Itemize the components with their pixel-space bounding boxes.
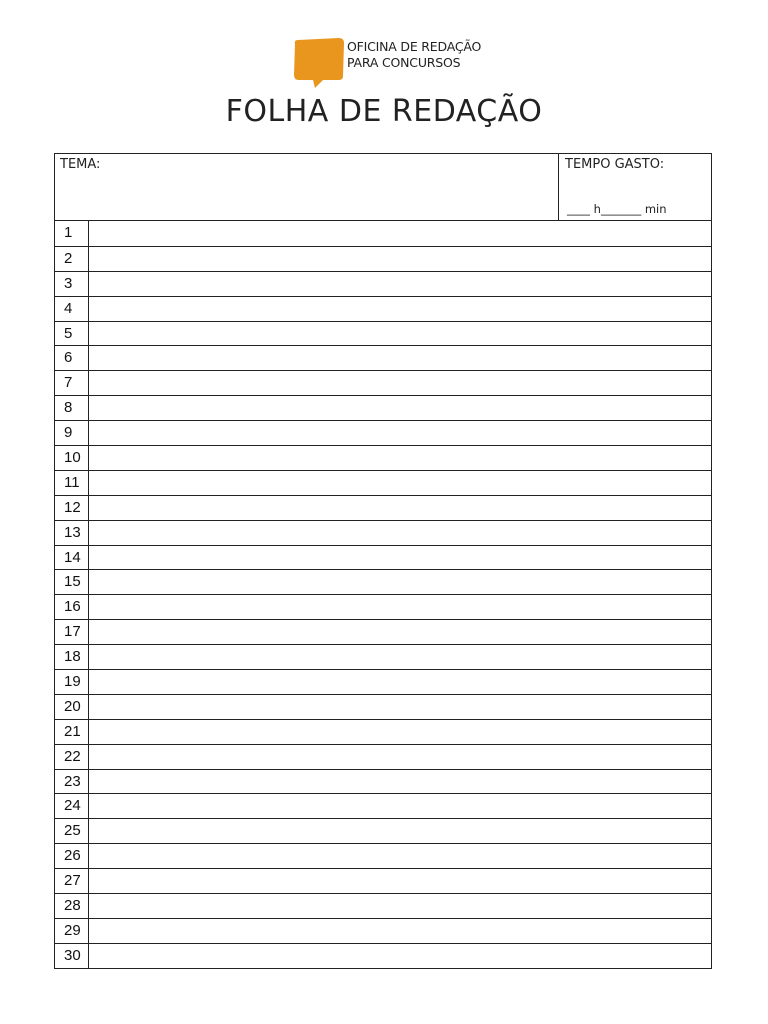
line-writing-space[interactable] xyxy=(89,471,711,495)
line-writing-space[interactable] xyxy=(89,770,711,794)
line-writing-space[interactable] xyxy=(89,819,711,843)
writing-line[interactable] xyxy=(55,918,711,943)
sheet-header xyxy=(54,153,712,221)
line-writing-space[interactable] xyxy=(89,322,711,346)
writing-line[interactable] xyxy=(55,594,711,619)
line-number: 28 xyxy=(55,894,89,918)
line-number: 2 xyxy=(55,247,89,271)
writing-line[interactable] xyxy=(55,744,711,769)
writing-line[interactable] xyxy=(55,246,711,271)
line-writing-space[interactable] xyxy=(89,645,711,669)
writing-line[interactable] xyxy=(55,495,711,520)
line-writing-space[interactable] xyxy=(89,272,711,296)
line-writing-space[interactable] xyxy=(89,670,711,694)
tempo-gasto-blanks: ____ h_______ min xyxy=(567,202,667,216)
writing-line[interactable] xyxy=(55,619,711,644)
line-number: 30 xyxy=(55,944,89,968)
writing-line[interactable] xyxy=(55,445,711,470)
writing-line[interactable] xyxy=(55,868,711,893)
line-number: 7 xyxy=(55,371,89,395)
line-number: 12 xyxy=(55,496,89,520)
line-writing-space[interactable] xyxy=(89,496,711,520)
line-writing-space[interactable] xyxy=(89,869,711,893)
writing-line[interactable] xyxy=(55,321,711,346)
writing-line[interactable] xyxy=(55,420,711,445)
line-writing-space[interactable] xyxy=(89,595,711,619)
line-number: 6 xyxy=(55,346,89,370)
line-writing-space[interactable] xyxy=(89,720,711,744)
tempo-gasto-label: TEMPO GASTO: xyxy=(565,157,665,172)
line-number: 23 xyxy=(55,770,89,794)
writing-lines xyxy=(54,221,712,969)
line-number: 14 xyxy=(55,546,89,570)
page-title: FOLHA DE REDAÇÃO xyxy=(225,94,543,129)
line-writing-space[interactable] xyxy=(89,346,711,370)
writing-line[interactable] xyxy=(55,793,711,818)
writing-line[interactable] xyxy=(55,345,711,370)
logo-line-1: OFICINA DE REDAÇÃO xyxy=(347,39,482,54)
line-writing-space[interactable] xyxy=(89,546,711,570)
tempo-gasto-field[interactable] xyxy=(559,154,711,220)
line-number: 18 xyxy=(55,645,89,669)
line-number: 10 xyxy=(55,446,89,470)
line-writing-space[interactable] xyxy=(89,919,711,943)
line-writing-space[interactable] xyxy=(89,221,711,246)
line-number: 4 xyxy=(55,297,89,321)
line-writing-space[interactable] xyxy=(89,421,711,445)
line-number: 1 xyxy=(55,221,89,246)
writing-line[interactable] xyxy=(55,669,711,694)
line-number: 19 xyxy=(55,670,89,694)
line-number: 8 xyxy=(55,396,89,420)
line-number: 3 xyxy=(55,272,89,296)
line-number: 13 xyxy=(55,521,89,545)
line-writing-space[interactable] xyxy=(89,570,711,594)
line-number: 5 xyxy=(55,322,89,346)
writing-line[interactable] xyxy=(55,818,711,843)
writing-line[interactable] xyxy=(55,520,711,545)
line-number: 15 xyxy=(55,570,89,594)
line-writing-space[interactable] xyxy=(89,297,711,321)
writing-line[interactable] xyxy=(55,893,711,918)
logo xyxy=(291,38,491,90)
line-writing-space[interactable] xyxy=(89,695,711,719)
writing-line[interactable] xyxy=(55,719,711,744)
line-writing-space[interactable] xyxy=(89,894,711,918)
line-writing-space[interactable] xyxy=(89,794,711,818)
writing-line[interactable] xyxy=(55,370,711,395)
line-writing-space[interactable] xyxy=(89,745,711,769)
writing-line[interactable] xyxy=(55,296,711,321)
line-number: 26 xyxy=(55,844,89,868)
line-number: 11 xyxy=(55,471,89,495)
line-writing-space[interactable] xyxy=(89,371,711,395)
tema-label: TEMA: xyxy=(60,157,101,172)
writing-line[interactable] xyxy=(55,843,711,868)
line-number: 16 xyxy=(55,595,89,619)
line-writing-space[interactable] xyxy=(89,620,711,644)
line-writing-space[interactable] xyxy=(89,521,711,545)
line-number: 24 xyxy=(55,794,89,818)
writing-line[interactable] xyxy=(55,271,711,296)
tema-field[interactable] xyxy=(55,154,559,220)
logo-line-2: PARA CONCURSOS xyxy=(347,55,461,70)
writing-line[interactable] xyxy=(55,943,711,968)
writing-line[interactable] xyxy=(55,569,711,594)
line-writing-space[interactable] xyxy=(89,247,711,271)
writing-line[interactable] xyxy=(55,694,711,719)
line-writing-space[interactable] xyxy=(89,844,711,868)
writing-line[interactable] xyxy=(55,545,711,570)
writing-line[interactable] xyxy=(55,769,711,794)
line-writing-space[interactable] xyxy=(89,944,711,968)
writing-line[interactable] xyxy=(55,221,711,246)
line-writing-space[interactable] xyxy=(89,446,711,470)
line-number: 20 xyxy=(55,695,89,719)
writing-line[interactable] xyxy=(55,644,711,669)
writing-line[interactable] xyxy=(55,395,711,420)
line-number: 27 xyxy=(55,869,89,893)
line-writing-space[interactable] xyxy=(89,396,711,420)
line-number: 17 xyxy=(55,620,89,644)
line-number: 25 xyxy=(55,819,89,843)
writing-line[interactable] xyxy=(55,470,711,495)
line-number: 21 xyxy=(55,720,89,744)
logo-text xyxy=(347,39,481,71)
line-number: 29 xyxy=(55,919,89,943)
line-number: 9 xyxy=(55,421,89,445)
essay-sheet xyxy=(54,153,712,969)
line-number: 22 xyxy=(55,745,89,769)
speech-bubble-icon xyxy=(291,38,345,90)
